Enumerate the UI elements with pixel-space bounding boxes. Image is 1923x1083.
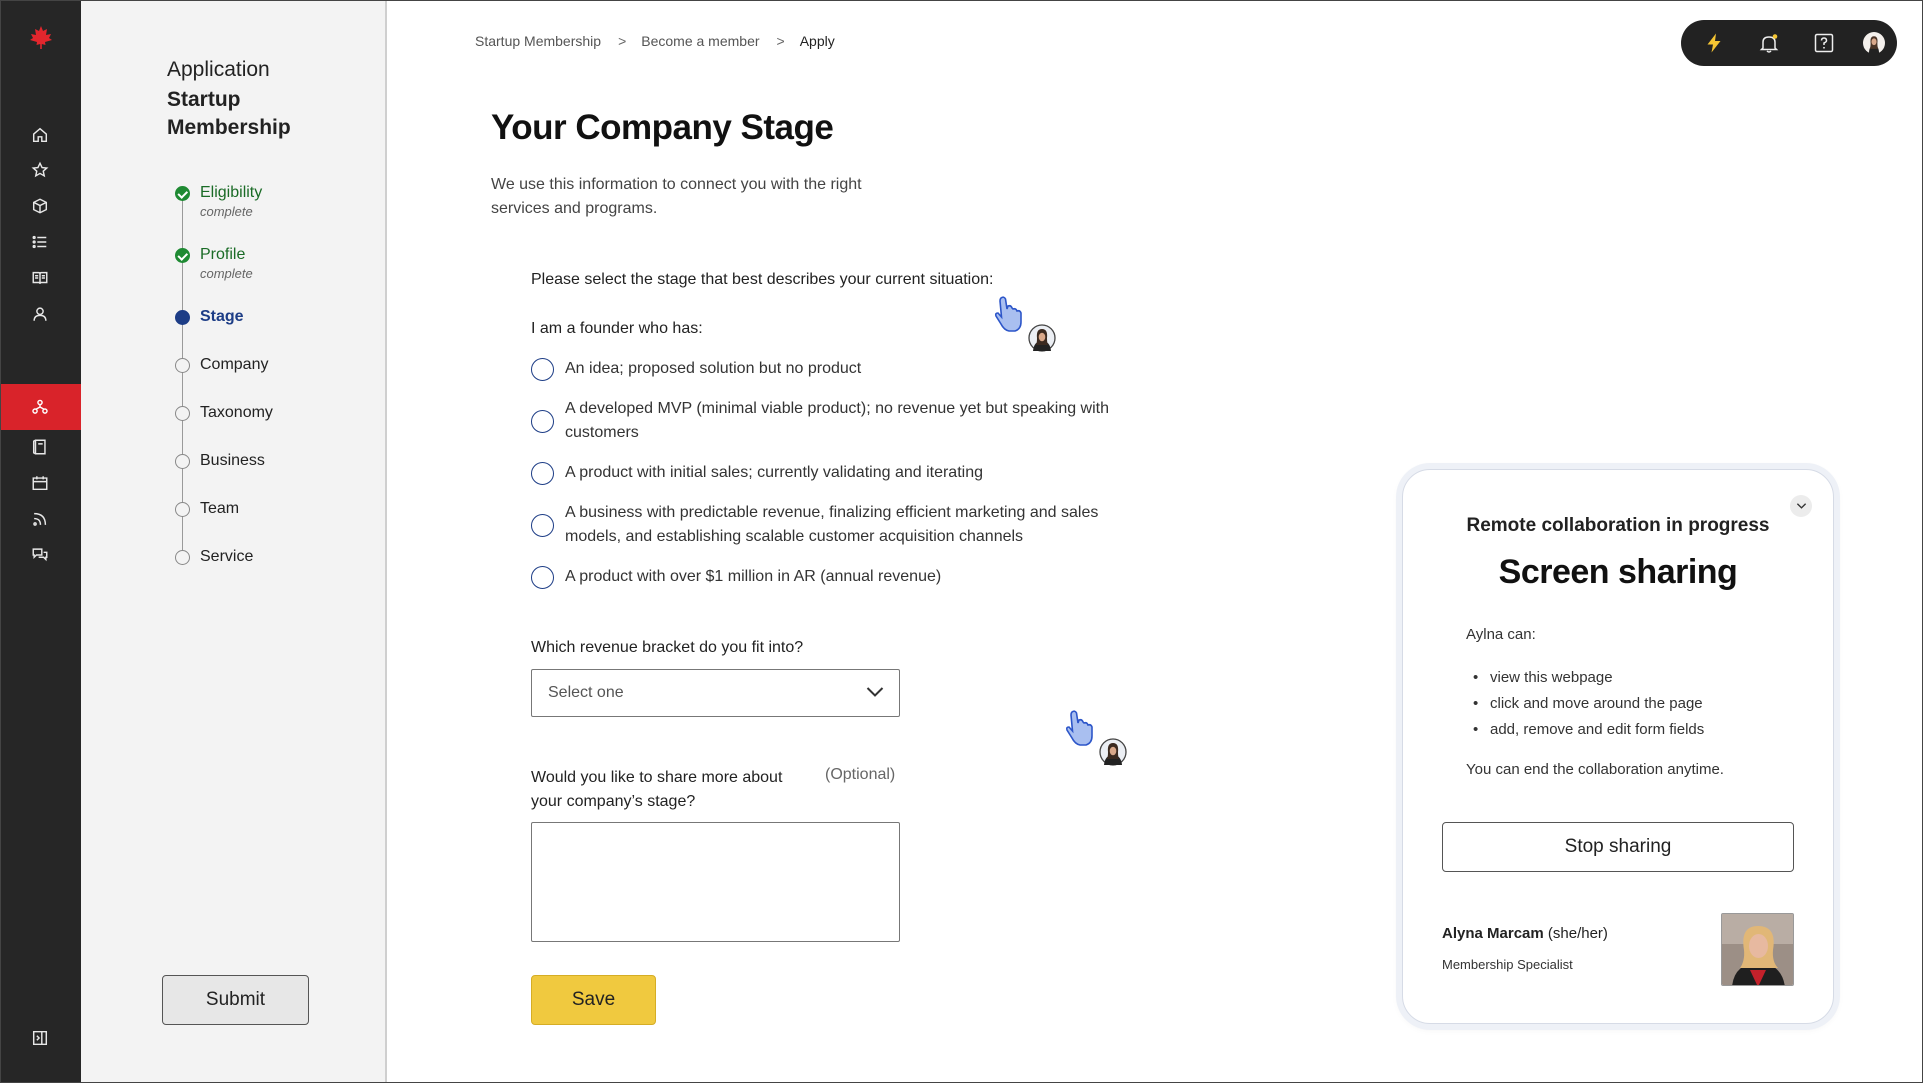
- step-status: complete: [200, 204, 253, 219]
- select-placeholder: Select one: [548, 684, 624, 701]
- step-label: Team: [200, 500, 240, 517]
- share-question: Would you like to share more about your company’s stage?: [531, 769, 783, 810]
- founder-label: I am a founder who has:: [531, 320, 703, 337]
- save-button[interactable]: Save: [531, 975, 656, 1025]
- page-intro: We use this information to connect you with the right services and programs.: [491, 176, 862, 217]
- submit-button[interactable]: Submit: [162, 975, 309, 1025]
- step-label: Company: [200, 356, 269, 373]
- collab-heading: Screen sharing: [1498, 553, 1738, 591]
- list-item: • add, remove and edit form fields: [1466, 717, 1704, 743]
- list-item: • click and move around the page: [1466, 691, 1704, 717]
- revenue-question: Which revenue bracket do you fit into?: [531, 639, 804, 656]
- page-title: Your Company Stage: [491, 108, 834, 147]
- stop-sharing-button[interactable]: Stop sharing: [1442, 822, 1794, 872]
- step-label: Profile: [200, 246, 246, 263]
- sidebar-title: Startup Membership: [167, 88, 291, 139]
- option-label: A product with initial sales; currently validating and iterating: [565, 464, 983, 481]
- option-label: A developed MVP (minimal viable product); no revenue yet but speaking with customers: [565, 400, 1110, 441]
- sidebar-title-prefix: Application: [167, 58, 270, 81]
- stage-question: Please select the stage that best describes your current situation:: [531, 271, 994, 288]
- collab-can-label: Aylna can:: [1466, 626, 1536, 643]
- option-label: An idea; proposed solution but no product: [565, 360, 862, 377]
- breadcrumb-separator: >: [776, 33, 785, 49]
- step-label: Taxonomy: [200, 404, 273, 421]
- collab-title: Remote collaboration in progress: [1466, 515, 1770, 536]
- specialist-role: Membership Specialist: [1442, 957, 1573, 972]
- option-label: A product with over $1 million in AR (annual revenue): [565, 568, 942, 585]
- breadcrumb-become-member[interactable]: Become a member: [641, 33, 760, 49]
- step-label: Stage: [200, 308, 244, 325]
- list-item: • view this webpage: [1466, 665, 1704, 691]
- specialist-full-name: Alyna Marcam: [1442, 925, 1544, 942]
- step-status: complete: [200, 266, 253, 281]
- breadcrumb-current: Apply: [799, 33, 835, 49]
- step-label: Business: [200, 452, 265, 469]
- breadcrumb-startup-membership[interactable]: Startup Membership: [475, 33, 602, 49]
- collab-end-note: You can end the collaboration anytime.: [1466, 761, 1724, 778]
- specialist-pronouns: (she/her): [1547, 925, 1608, 942]
- step-label: Service: [200, 548, 254, 565]
- optional-label: (Optional): [825, 766, 896, 783]
- step-label: Eligibility: [200, 184, 263, 201]
- breadcrumb-separator: >: [618, 33, 627, 49]
- option-label: A business with predictable revenue, finalizing efficient marketing and sales models, and establishing scalable customer acquisition channels: [565, 504, 1099, 545]
